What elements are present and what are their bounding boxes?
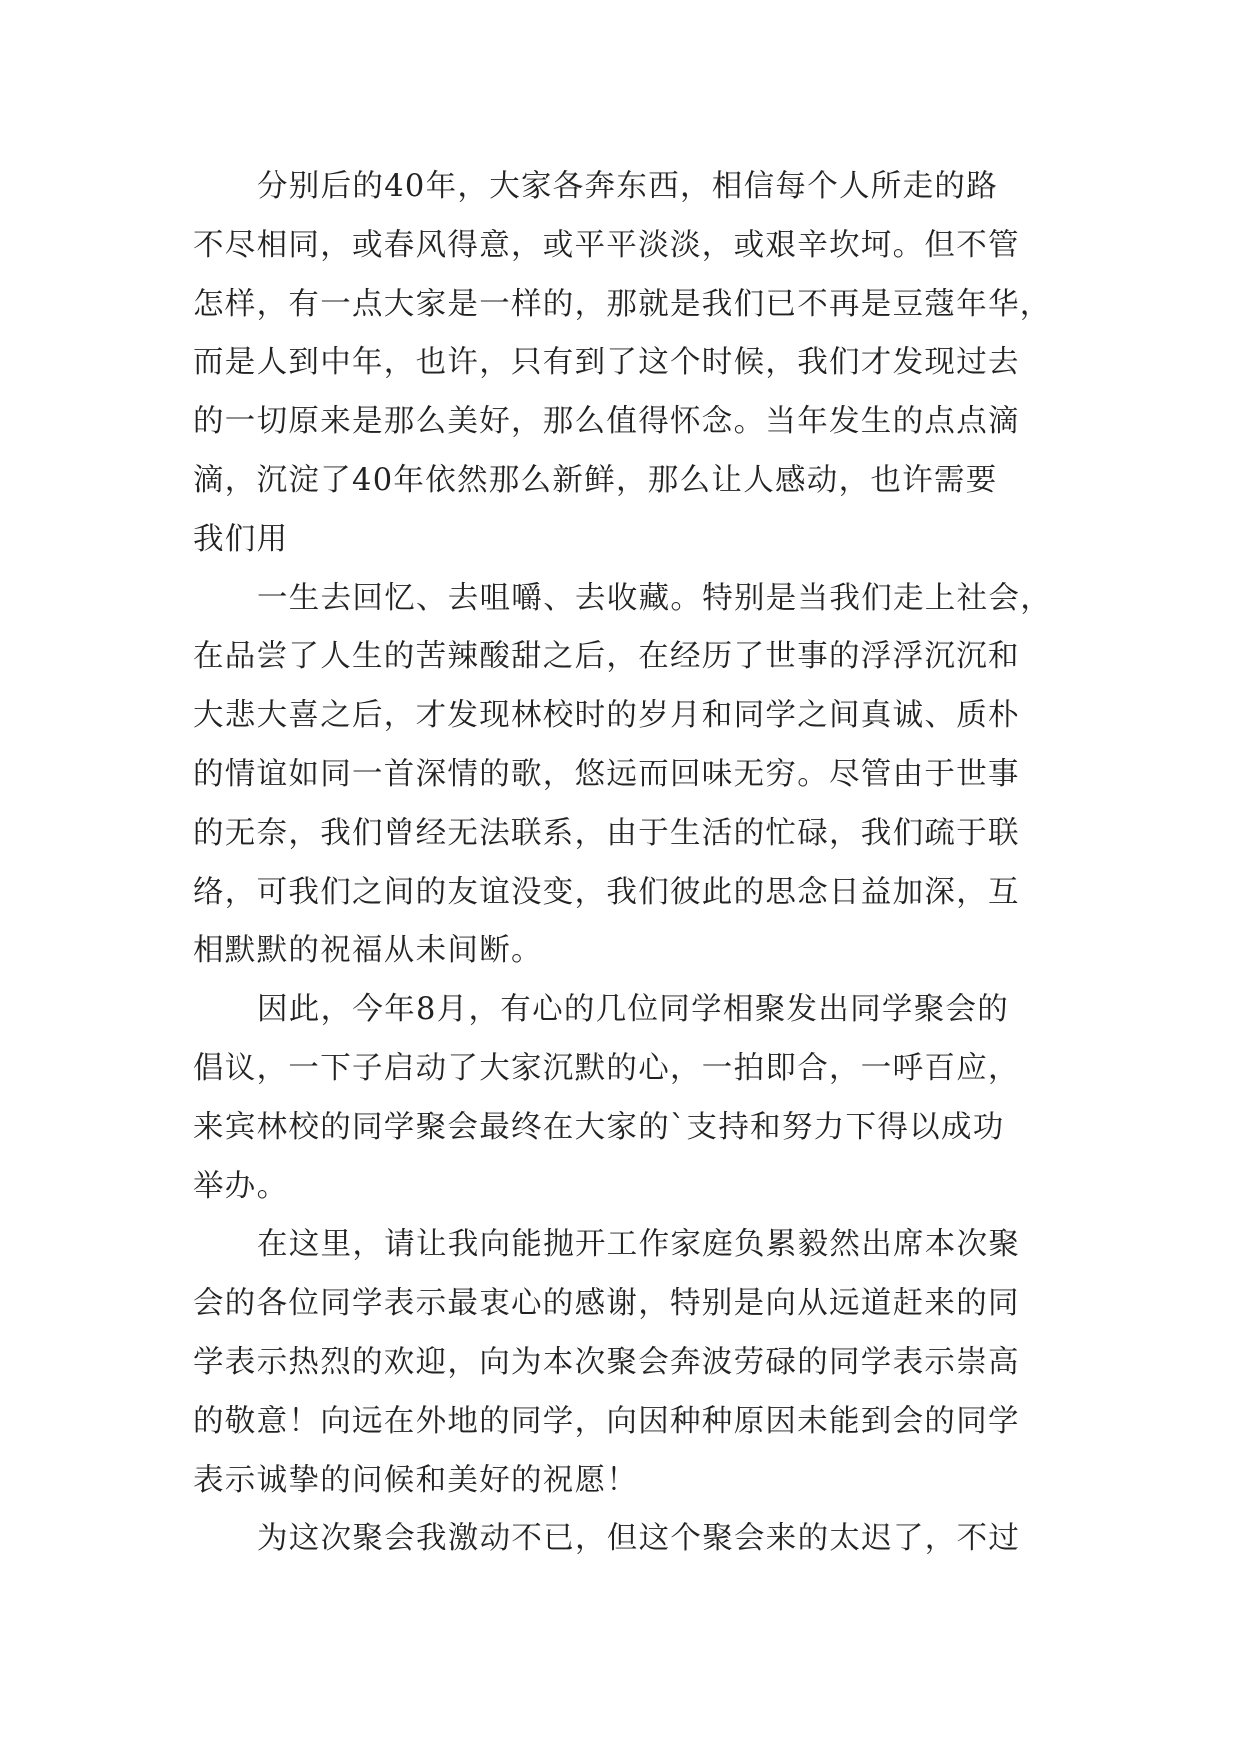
text-line: 而是人到中年，也许，只有到了这个时候，我们才发现过去 xyxy=(193,345,1020,381)
text-line: 怎样，有一点大家是一样的，那就是我们已不再是豆蔻年华， xyxy=(193,286,1052,322)
text-line: 倡议，一下子启动了大家沉默的心，一拍即合，一呼百应， xyxy=(193,1050,1020,1086)
text-line: 学表示热烈的欢迎，向为本次聚会奔波劳碌的同学表示崇高 xyxy=(193,1344,1020,1380)
text-line: 的情谊如同一首深情的歌，悠远而回味无穷。尽管由于世事 xyxy=(193,756,1020,792)
text-line: 滴，沉淀了40年依然那么新鲜，那么让人感动，也许需要 xyxy=(193,462,998,498)
text-line: 的敬意！向远在外地的同学，向因种种原因未能到会的同学 xyxy=(193,1403,1020,1439)
text-line: 因此，今年8月，有心的几位同学相聚发出同学聚会的 xyxy=(257,992,1010,1028)
paragraph-3 xyxy=(193,981,1055,1216)
text-line: 举办。 xyxy=(193,1168,289,1204)
text-line: 的无奈，我们曾经无法联系，由于生活的忙碌，我们疏于联 xyxy=(193,815,1020,851)
text-line: 一生去回忆、去咀嚼、去收藏。特别是当我们走上社会， xyxy=(257,580,1052,616)
document-body xyxy=(193,158,1055,1569)
text-line: 相默默的祝福从未间断。 xyxy=(193,933,543,969)
paragraph-1 xyxy=(193,158,1055,570)
text-line: 的一切原来是那么美好，那么值得怀念。当年发生的点点滴 xyxy=(193,404,1020,440)
text-line: 在这里，请让我向能抛开工作家庭负累毅然出席本次聚 xyxy=(257,1227,1021,1263)
text-line: 络，可我们之间的友谊没变，我们彼此的思念日益加深，互 xyxy=(193,874,1020,910)
text-line: 表示诚挚的问候和美好的祝愿！ xyxy=(193,1462,639,1498)
text-line: 分别后的40年，大家各奔东西，相信每个人所走的路 xyxy=(257,169,999,204)
paragraph-5 xyxy=(193,1510,1055,1569)
text-line: 在品尝了人生的苦辣酸甜之后，在经历了世事的浮浮沉沉和 xyxy=(193,639,1020,675)
text-line: 不尽相同，或春风得意，或平平淡淡，或艰辛坎坷。但不管 xyxy=(193,227,1020,263)
text-line: 会的各位同学表示最衷心的感谢，特别是向从远道赶来的同 xyxy=(193,1286,1020,1322)
text-line: 我们用 xyxy=(193,521,289,557)
text-line: 来宾林校的同学聚会最终在大家的`支持和努力下得以成功 xyxy=(193,1109,1005,1145)
paragraph-2 xyxy=(193,570,1055,982)
text-line: 大悲大喜之后，才发现林校时的岁月和同学之间真诚、质朴 xyxy=(193,698,1020,734)
text-line: 为这次聚会我激动不已，但这个聚会来的太迟了，不过 xyxy=(257,1521,1021,1557)
paragraph-4 xyxy=(193,1216,1055,1510)
